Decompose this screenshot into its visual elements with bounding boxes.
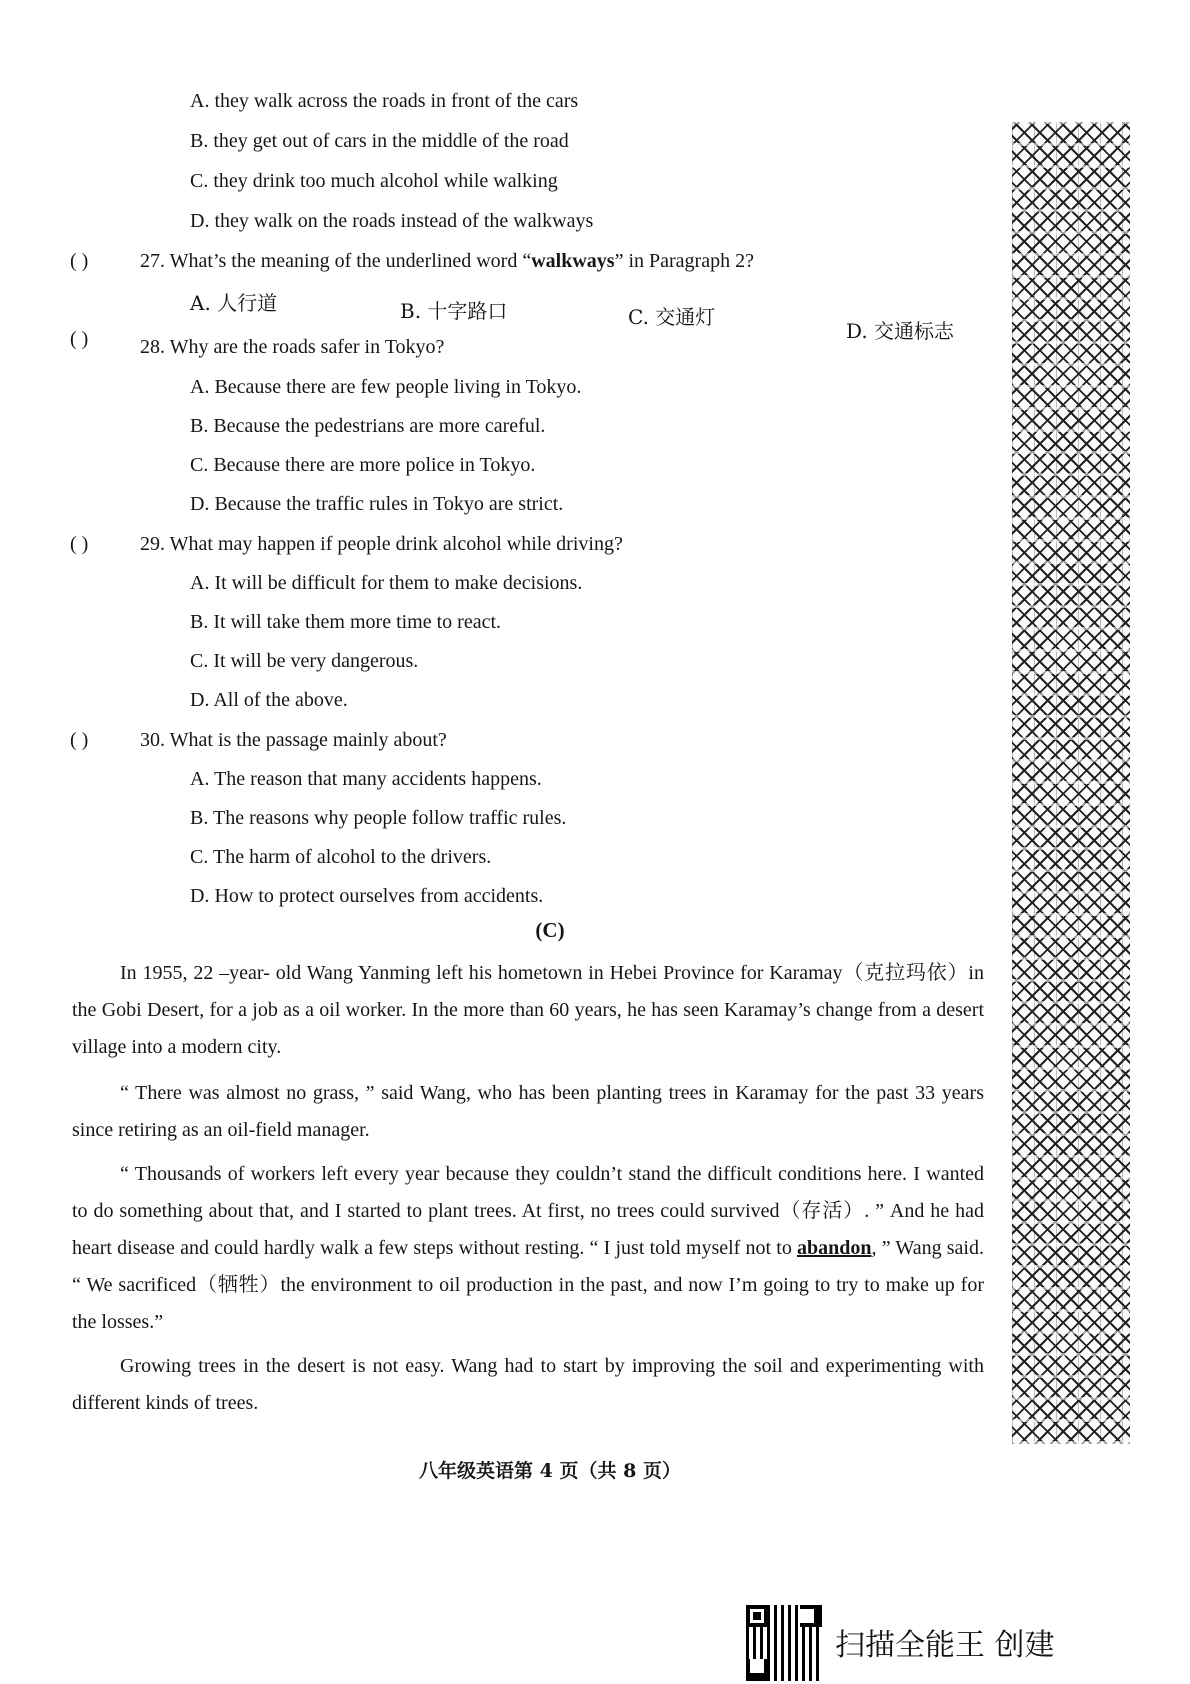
q30-answer-blank[interactable]: ( ) <box>70 729 89 751</box>
q26-option-c: C. they drink too much alcohol while walking <box>190 170 558 192</box>
q27-answer-blank[interactable]: ( ) <box>70 250 89 272</box>
q27-question <box>140 248 754 274</box>
q29-option-d: D. All of the above. <box>190 689 348 711</box>
passage-paragraph-2: “ There was almost no grass, ” said Wang, who has been planting trees in Karamay for the past 33 years since retiring as an oil-field manager. <box>72 1082 984 1141</box>
q29-question: 29. What may happen if people drink alcohol while driving? <box>140 533 623 555</box>
q26-option-a: A. they walk across the roads in front of the cars <box>190 90 579 112</box>
q27-text-before: What’s the meaning of the underlined word “ <box>169 250 532 272</box>
scanner-watermark: 扫描全能王 创建 <box>835 1628 1055 1663</box>
q26-option-b: B. they get out of cars in the middle of the road <box>190 130 569 152</box>
q27-option-a: A. 人行道 <box>190 291 278 315</box>
q28-option-c: C. Because there are more police in Tokyo. <box>190 454 536 476</box>
q27-option-c: C. 交通灯 <box>628 305 716 329</box>
q27-option-b: B. 十字路口 <box>400 299 508 323</box>
q28-answer-blank[interactable]: ( ) <box>70 328 89 350</box>
q28-question: 28. Why are the roads safer in Tokyo? <box>140 336 445 358</box>
q30-option-c: C. The harm of alcohol to the drivers. <box>190 846 492 868</box>
passage-p3-after: , ” Wang said. “ We sacrificed（牺牲）the environment to oil production in the past, and now I’m going to try to make up for the losses.” <box>72 1237 984 1333</box>
q28-option-b: B. Because the pedestrians are more careful. <box>190 415 546 437</box>
q27-keyword: walkways <box>531 250 615 272</box>
q28-option-d: D. Because the traffic rules in Tokyo are strict. <box>190 493 564 515</box>
q29-answer-blank[interactable]: ( ) <box>70 533 89 555</box>
underlined-word-abandon: abandon <box>797 1237 872 1259</box>
q30-question: 30. What is the passage mainly about? <box>140 729 447 751</box>
q29-option-a: A. It will be difficult for them to make decisions. <box>190 572 583 594</box>
page-footer: 八年级英语第 4 页（共 8 页） <box>419 1460 681 1482</box>
q29-option-b: B. It will take them more time to react. <box>190 611 502 633</box>
passage-p3-before: “ Thousands of workers left every year because they couldn’t stand the difficult conditions here. I wanted to do something about that, and I started to plant trees. At first, no trees could survived（存活）. ” And he had heart disease and could hardly walk a few steps without resting. “ I just told myself not to <box>72 1163 984 1259</box>
q27-option-d: D. 交通标志 <box>846 319 955 343</box>
q27-number: 27. <box>140 250 165 272</box>
q30-option-a: A. The reason that many accidents happens. <box>190 768 542 790</box>
section-c-heading: (C) <box>535 918 565 942</box>
binding-margin-pattern <box>1012 122 1130 1444</box>
q27-text-after: ” in Paragraph 2? <box>614 250 754 272</box>
qr-code-icon <box>746 1605 822 1681</box>
q28-option-a: A. Because there are few people living in Tokyo. <box>190 376 582 398</box>
q30-option-d: D. How to protect ourselves from accidents. <box>190 885 544 907</box>
q26-option-d: D. they walk on the roads instead of the walkways <box>190 210 594 232</box>
passage-paragraph-1: In 1955, 22 –year- old Wang Yanming left his hometown in Hebei Province for Karamay（克拉玛依）in the Gobi Desert, for a job as a oil worker. In the more than 60 years, he has seen Karamay’s change from a desert village into a modern city. <box>72 962 984 1058</box>
q29-option-c: C. It will be very dangerous. <box>190 650 419 672</box>
passage-paragraph-4: Growing trees in the desert is not easy. Wang had to start by improving the soil and experimenting with different kinds of trees. <box>72 1355 984 1414</box>
passage-paragraph-3 <box>72 1156 984 1341</box>
q30-option-b: B. The reasons why people follow traffic rules. <box>190 807 567 829</box>
